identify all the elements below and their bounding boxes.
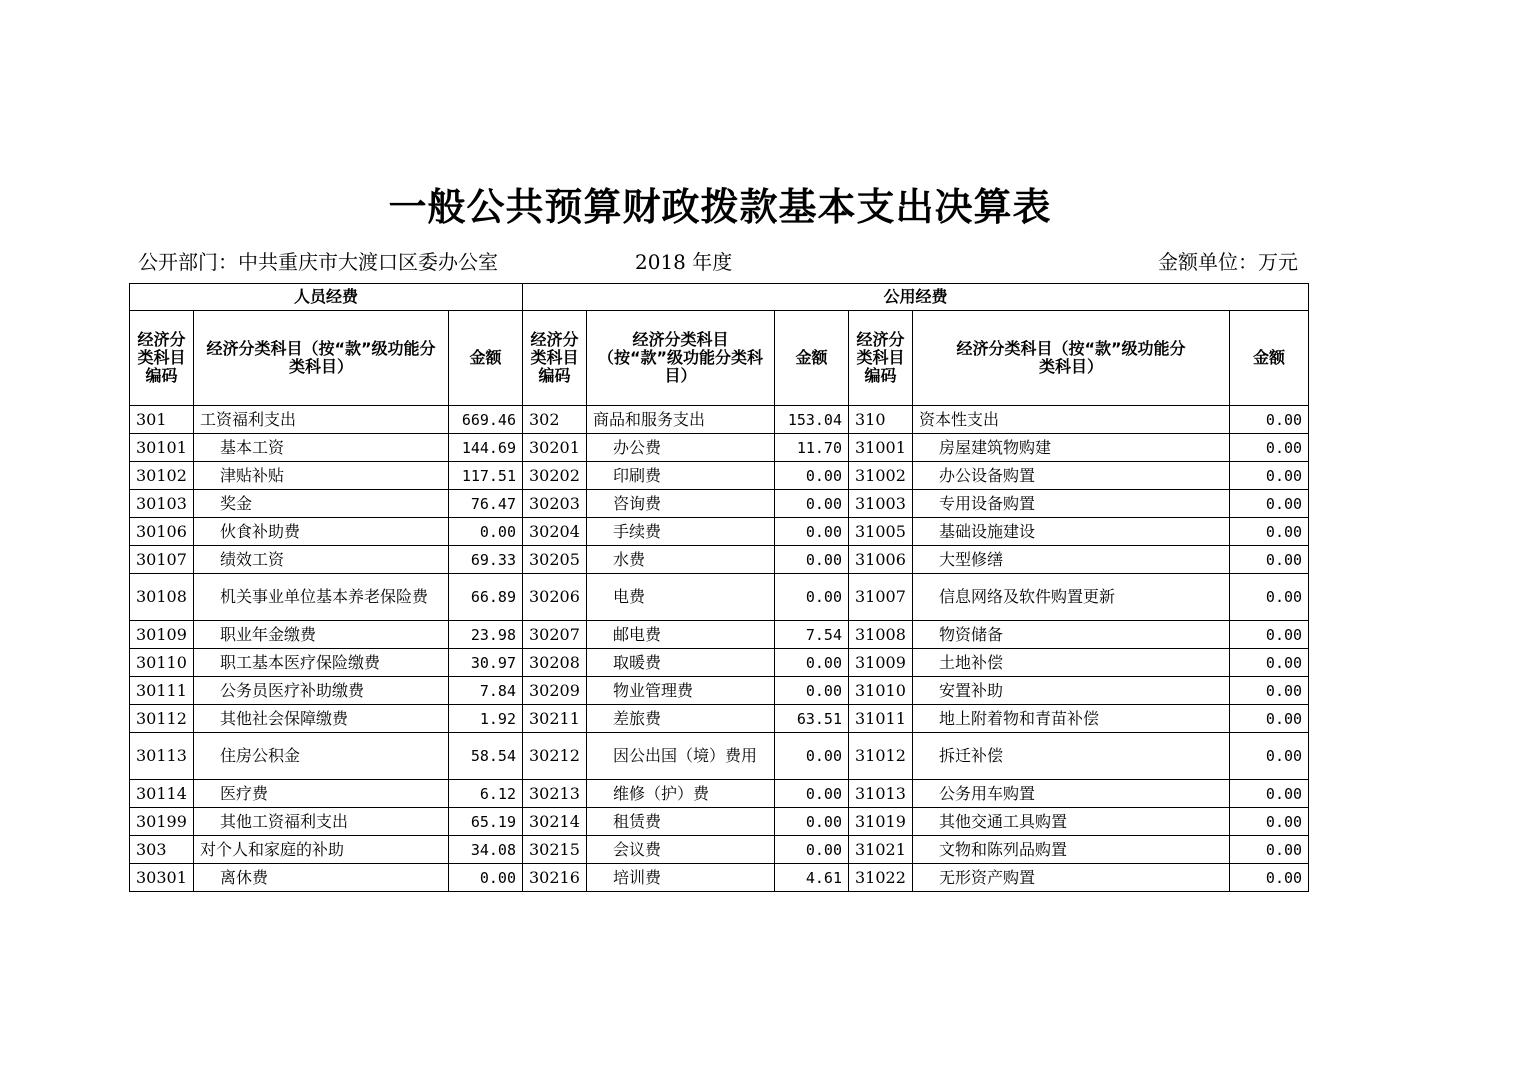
amount-cell: 0.00 (1230, 621, 1309, 649)
amount-cell: 0.00 (1230, 462, 1309, 490)
amount-cell: 66.89 (449, 574, 523, 621)
name-cell: 差旅费 (587, 705, 775, 733)
amount-cell: 0.00 (449, 864, 523, 892)
code-cell: 31022 (849, 864, 913, 892)
name-cell: 房屋建筑物购建 (913, 434, 1230, 462)
table-row (130, 434, 1309, 462)
code-cell: 303 (130, 836, 194, 864)
code-cell: 30114 (130, 780, 194, 808)
budget-table (129, 283, 1309, 892)
section-personnel: 人员经费 (130, 284, 523, 311)
code-cell: 31001 (849, 434, 913, 462)
header-name: 经济分类科目（按“款”级功能分类科目） (194, 311, 449, 406)
code-cell: 31007 (849, 574, 913, 621)
table-row (130, 677, 1309, 705)
name-cell: 公务用车购置 (913, 780, 1230, 808)
code-cell: 31003 (849, 490, 913, 518)
name-cell: 专用设备购置 (913, 490, 1230, 518)
amount-cell: 7.54 (775, 621, 849, 649)
name-cell: 信息网络及软件购置更新 (913, 574, 1230, 621)
code-cell: 30109 (130, 621, 194, 649)
code-cell: 30112 (130, 705, 194, 733)
amount-cell: 7.84 (449, 677, 523, 705)
code-cell: 30208 (523, 649, 587, 677)
code-cell: 31019 (849, 808, 913, 836)
name-cell: 其他社会保障缴费 (194, 705, 449, 733)
amount-cell: 0.00 (1230, 406, 1309, 434)
name-cell: 地上附着物和青苗补偿 (913, 705, 1230, 733)
department-label: 公开部门：中共重庆市大渡口区委办公室 (138, 250, 498, 274)
name-cell: 医疗费 (194, 780, 449, 808)
report-meta (138, 246, 1298, 274)
amount-cell: 0.00 (449, 518, 523, 546)
name-cell: 津贴补贴 (194, 462, 449, 490)
code-cell: 31006 (849, 546, 913, 574)
name-cell: 因公出国（境）费用 (587, 733, 775, 780)
name-cell: 基本工资 (194, 434, 449, 462)
code-cell: 31011 (849, 705, 913, 733)
amount-cell: 0.00 (775, 733, 849, 780)
amount-cell: 0.00 (775, 808, 849, 836)
code-cell: 31008 (849, 621, 913, 649)
code-cell: 30214 (523, 808, 587, 836)
header-code: 经济分类科目编码 (849, 311, 913, 406)
amount-cell: 0.00 (1230, 677, 1309, 705)
name-cell: 伙食补助费 (194, 518, 449, 546)
table-row (130, 836, 1309, 864)
amount-cell: 6.12 (449, 780, 523, 808)
amount-cell: 0.00 (1230, 518, 1309, 546)
amount-cell: 0.00 (1230, 780, 1309, 808)
table-row (130, 864, 1309, 892)
name-cell: 水费 (587, 546, 775, 574)
amount-cell: 669.46 (449, 406, 523, 434)
name-cell: 离休费 (194, 864, 449, 892)
name-cell: 对个人和家庭的补助 (194, 836, 449, 864)
name-cell: 奖金 (194, 490, 449, 518)
name-cell: 邮电费 (587, 621, 775, 649)
amount-cell: 4.61 (775, 864, 849, 892)
amount-cell: 0.00 (1230, 546, 1309, 574)
code-cell: 30102 (130, 462, 194, 490)
name-cell: 会议费 (587, 836, 775, 864)
amount-cell: 0.00 (1230, 808, 1309, 836)
name-cell: 电费 (587, 574, 775, 621)
code-cell: 30215 (523, 836, 587, 864)
code-cell: 30301 (130, 864, 194, 892)
table-row (130, 406, 1309, 434)
code-cell: 31012 (849, 733, 913, 780)
amount-cell: 144.69 (449, 434, 523, 462)
code-cell: 30207 (523, 621, 587, 649)
name-cell: 文物和陈列品购置 (913, 836, 1230, 864)
code-cell: 30205 (523, 546, 587, 574)
amount-cell: 0.00 (775, 574, 849, 621)
amount-cell: 65.19 (449, 808, 523, 836)
code-cell: 31005 (849, 518, 913, 546)
amount-cell: 0.00 (1230, 836, 1309, 864)
header-amount: 金额 (449, 311, 523, 406)
name-cell: 咨询费 (587, 490, 775, 518)
section-public: 公用经费 (523, 284, 1309, 311)
amount-cell: 34.08 (449, 836, 523, 864)
amount-cell: 0.00 (1230, 733, 1309, 780)
code-cell: 30206 (523, 574, 587, 621)
table-row (130, 546, 1309, 574)
amount-cell: 63.51 (775, 705, 849, 733)
code-cell: 30113 (130, 733, 194, 780)
table-row (130, 808, 1309, 836)
amount-cell: 23.98 (449, 621, 523, 649)
table-row (130, 462, 1309, 490)
code-cell: 30216 (523, 864, 587, 892)
code-cell: 30209 (523, 677, 587, 705)
amount-cell: 0.00 (1230, 649, 1309, 677)
name-cell: 资本性支出 (913, 406, 1230, 434)
code-cell: 30106 (130, 518, 194, 546)
name-cell: 培训费 (587, 864, 775, 892)
amount-cell: 0.00 (1230, 490, 1309, 518)
name-cell: 职工基本医疗保险缴费 (194, 649, 449, 677)
amount-cell: 69.33 (449, 546, 523, 574)
amount-cell: 0.00 (1230, 574, 1309, 621)
code-cell: 30203 (523, 490, 587, 518)
header-code: 经济分类科目编码 (523, 311, 587, 406)
code-cell: 31009 (849, 649, 913, 677)
name-cell: 办公设备购置 (913, 462, 1230, 490)
table-row (130, 649, 1309, 677)
name-cell: 手续费 (587, 518, 775, 546)
code-cell: 30107 (130, 546, 194, 574)
code-cell: 30110 (130, 649, 194, 677)
name-cell: 住房公积金 (194, 733, 449, 780)
code-cell: 30199 (130, 808, 194, 836)
code-cell: 30211 (523, 705, 587, 733)
code-cell: 310 (849, 406, 913, 434)
header-amount: 金额 (775, 311, 849, 406)
table-row (130, 733, 1309, 780)
amount-unit: 金额单位：万元 (1158, 250, 1298, 274)
amount-cell: 76.47 (449, 490, 523, 518)
fiscal-year: 2018 年度 (635, 250, 733, 274)
code-cell: 31002 (849, 462, 913, 490)
code-cell: 31013 (849, 780, 913, 808)
amount-cell: 0.00 (775, 836, 849, 864)
amount-cell: 0.00 (775, 462, 849, 490)
name-cell: 取暖费 (587, 649, 775, 677)
code-cell: 31010 (849, 677, 913, 705)
amount-cell: 1.92 (449, 705, 523, 733)
name-cell: 无形资产购置 (913, 864, 1230, 892)
header-name: 经济分类科目（按“款”级功能分类科目） (913, 311, 1230, 406)
amount-cell: 0.00 (775, 677, 849, 705)
table-body (130, 406, 1309, 892)
amount-cell: 153.04 (775, 406, 849, 434)
table-row (130, 621, 1309, 649)
header-code: 经济分类科目编码 (130, 311, 194, 406)
amount-cell: 0.00 (775, 490, 849, 518)
amount-cell: 0.00 (1230, 434, 1309, 462)
table-row (130, 780, 1309, 808)
code-cell: 30202 (523, 462, 587, 490)
name-cell: 物资储备 (913, 621, 1230, 649)
code-cell: 30101 (130, 434, 194, 462)
amount-cell: 0.00 (775, 649, 849, 677)
code-cell: 302 (523, 406, 587, 434)
name-cell: 大型修缮 (913, 546, 1230, 574)
name-cell: 其他工资福利支出 (194, 808, 449, 836)
code-cell: 30204 (523, 518, 587, 546)
name-cell: 租赁费 (587, 808, 775, 836)
amount-cell: 0.00 (775, 546, 849, 574)
code-cell: 30212 (523, 733, 587, 780)
code-cell: 30213 (523, 780, 587, 808)
name-cell: 办公费 (587, 434, 775, 462)
amount-cell: 58.54 (449, 733, 523, 780)
code-cell: 30103 (130, 490, 194, 518)
code-cell: 30108 (130, 574, 194, 621)
amount-cell: 0.00 (775, 780, 849, 808)
amount-cell: 117.51 (449, 462, 523, 490)
code-cell: 30201 (523, 434, 587, 462)
name-cell: 拆迁补偿 (913, 733, 1230, 780)
name-cell: 印刷费 (587, 462, 775, 490)
code-cell: 301 (130, 406, 194, 434)
code-cell: 30111 (130, 677, 194, 705)
header-amount: 金额 (1230, 311, 1309, 406)
name-cell: 物业管理费 (587, 677, 775, 705)
name-cell: 基础设施建设 (913, 518, 1230, 546)
amount-cell: 0.00 (1230, 864, 1309, 892)
name-cell: 工资福利支出 (194, 406, 449, 434)
table-row (130, 518, 1309, 546)
name-cell: 其他交通工具购置 (913, 808, 1230, 836)
amount-cell: 0.00 (775, 518, 849, 546)
name-cell: 公务员医疗补助缴费 (194, 677, 449, 705)
name-cell: 机关事业单位基本养老保险费 (194, 574, 449, 621)
name-cell: 安置补助 (913, 677, 1230, 705)
name-cell: 维修（护）费 (587, 780, 775, 808)
amount-cell: 11.70 (775, 434, 849, 462)
name-cell: 绩效工资 (194, 546, 449, 574)
table-row (130, 574, 1309, 621)
table-row (130, 490, 1309, 518)
name-cell: 商品和服务支出 (587, 406, 775, 434)
header-name: 经济分类科目（按“款”级功能分类科目） (587, 311, 775, 406)
code-cell: 31021 (849, 836, 913, 864)
amount-cell: 0.00 (1230, 705, 1309, 733)
name-cell: 职业年金缴费 (194, 621, 449, 649)
name-cell: 土地补偿 (913, 649, 1230, 677)
table-row (130, 705, 1309, 733)
page-title: 一般公共预算财政拨款基本支出决算表 (388, 185, 1052, 229)
amount-cell: 30.97 (449, 649, 523, 677)
